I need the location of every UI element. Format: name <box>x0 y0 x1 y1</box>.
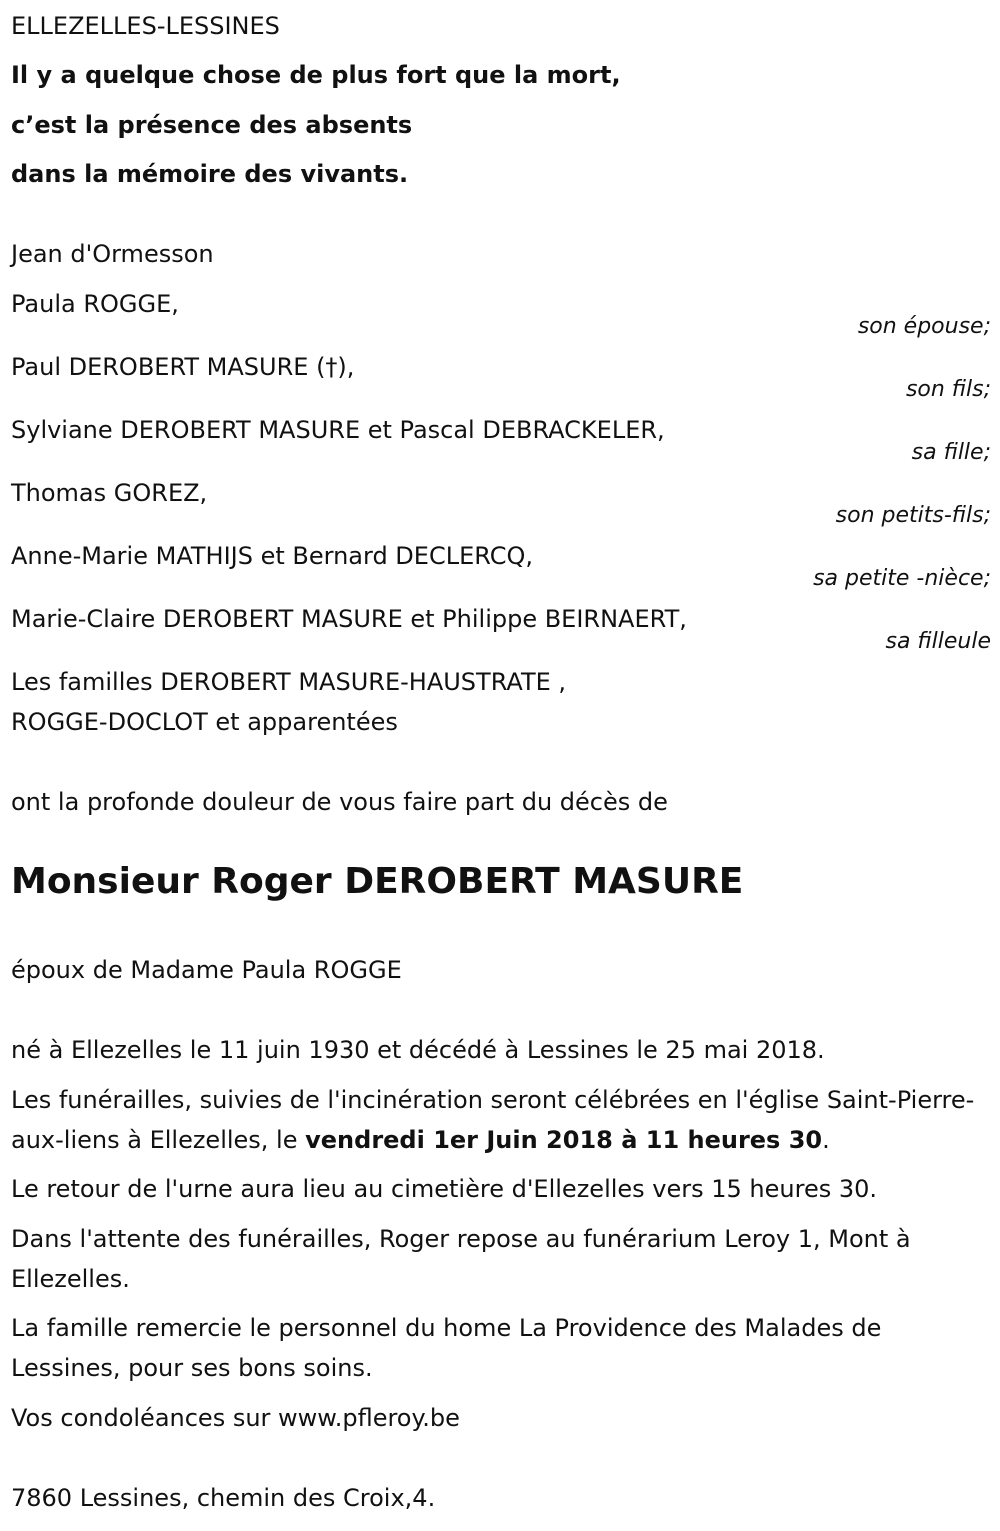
family-member-name: Marie-Claire DEROBERT MASURE et Philippe BEIRNAERT, <box>11 605 687 633</box>
quote-line-1: Il y a quelque chose de plus fort que la mort, <box>11 61 621 89</box>
announcement-text: ont la profonde douleur de vous faire part du décès de <box>11 788 668 816</box>
funeral-period: . <box>822 1126 830 1154</box>
quote-author: Jean d'Ormesson <box>11 240 214 268</box>
thanks-paragraph: La famille remercie le personnel du home La Providence des Malades de Lessines, pour ses bons soins. <box>11 1314 882 1382</box>
families-line-2: ROGGE-DOCLOT et apparentées <box>11 708 398 736</box>
address-line: 7860 Lessines, chemin des Croix,4. <box>11 1484 436 1512</box>
family-member-relation: sa fille; <box>911 440 991 465</box>
family-member-name: Paula ROGGE, <box>11 290 179 318</box>
family-member-name: Sylviane DEROBERT MASURE et Pascal DEBRACKELER, <box>11 416 665 444</box>
funeral-paragraph <box>11 1080 986 1160</box>
quote-line-2: c’est la présence des absents <box>11 111 413 139</box>
location-heading: ELLEZELLES-LESSINES <box>11 12 280 40</box>
urn-return-line: Le retour de l'urne aura lieu au cimetière d'Ellezelles vers 15 heures 30. <box>11 1175 878 1203</box>
family-member-name: Anne-Marie MATHIJS et Bernard DECLERCQ, <box>11 542 533 570</box>
condolences-line: Vos condoléances sur www.pfleroy.be <box>11 1404 460 1432</box>
family-member-relation: sa petite -nièce; <box>813 566 991 591</box>
family-member-relation: son épouse; <box>857 314 991 339</box>
quote-line-3: dans la mémoire des vivants. <box>11 160 409 188</box>
family-member-relation: sa filleule <box>885 629 991 654</box>
families-line-1: Les familles DEROBERT MASURE-HAUSTRATE , <box>11 668 567 696</box>
family-member-relation: son fils; <box>905 377 991 402</box>
funeral-text: Les funérailles, suivies de l'incinération seront célébrées en l'église Saint-Pierre-aux-liens à Ellezelles, le <box>11 1086 975 1154</box>
deceased-name: Monsieur Roger DEROBERT MASURE <box>11 861 744 902</box>
funeral-date-time: vendredi 1er Juin 2018 à 11 heures 30 <box>305 1126 823 1154</box>
family-member-name: Paul DEROBERT MASURE (†), <box>11 353 355 381</box>
rest-paragraph: Dans l'attente des funérailles, Roger repose au funérarium Leroy 1, Mont à Ellezelles. <box>11 1225 911 1293</box>
family-member-relation: son petits-fils; <box>835 503 991 528</box>
family-member-name: Thomas GOREZ, <box>11 479 208 507</box>
birth-death-line: né à Ellezelles le 11 juin 1930 et décédé à Lessines le 25 mai 2018. <box>11 1036 825 1064</box>
spouse-line: époux de Madame Paula ROGGE <box>11 956 402 984</box>
